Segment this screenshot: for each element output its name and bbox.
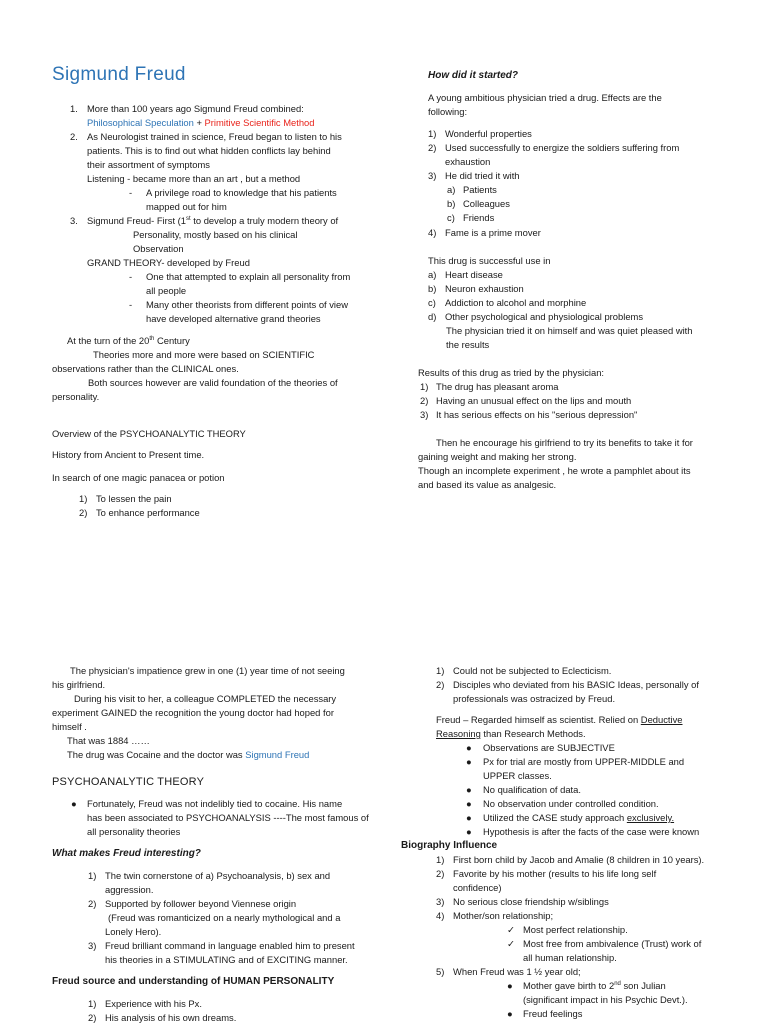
bullet-dot: ●	[507, 1008, 513, 1019]
bullet-text: No observation under controlled condition.	[483, 798, 659, 809]
list-number: 1)	[436, 854, 445, 865]
list-item-text: More than 100 years ago Sigmund Freud combined:	[87, 103, 304, 114]
text-part: than Research Methods.	[480, 728, 586, 739]
dash-bullet: -	[129, 271, 133, 282]
dash-item-text: all people	[146, 285, 187, 296]
paragraph-text: During his visit to her, a colleague COMPLETED the necessary	[74, 693, 337, 704]
list-item-text: The twin cornerstone of a) Psychoanalysis, b) sex and	[105, 870, 331, 881]
list-number: 2)	[420, 395, 429, 406]
list-item-text: The drug has pleasant aroma	[436, 381, 559, 392]
underlined-text: exclusively.	[626, 812, 675, 823]
list-item-text: Personality, mostly based on his clinical	[133, 229, 298, 240]
checkmark-icon: ✓	[507, 924, 515, 935]
list-number: 1.	[70, 103, 78, 114]
list-number: 3)	[88, 940, 97, 951]
bullet-text: UPPER classes.	[483, 770, 552, 781]
list-number: 2)	[88, 1012, 97, 1023]
sub-letter: a)	[428, 269, 437, 280]
listening-text: Listening - became more than an art , but a method	[87, 173, 301, 184]
text-part: to develop a truly modern theory of	[190, 215, 339, 226]
list-item-text: Lonely Hero).	[105, 926, 162, 937]
paragraph-text: Theories more and more were based on SCIENTIFIC	[93, 349, 315, 360]
bullet-text: Px for trial are mostly from UPPER-MIDDLE and	[483, 756, 685, 767]
list-item-text: aggression.	[105, 884, 154, 895]
section-heading: How did it started?	[428, 70, 518, 81]
list-item-text: First born child by Jacob and Amalie (8 children in 10 years).	[453, 854, 705, 865]
check-item-text: Most free from ambivalence (Trust) work of	[523, 938, 702, 949]
sub-letter: c)	[447, 212, 455, 223]
dash-item-text: A privilege road to knowledge that his patients	[146, 187, 337, 198]
list-number: 1)	[88, 870, 97, 881]
plus-sign: +	[193, 117, 205, 128]
list-number: 3)	[428, 170, 437, 181]
bullet-text: (significant impact in his Psychic Devt.).	[523, 994, 688, 1005]
list-item-text: Mother/son relationship;	[453, 910, 554, 921]
list-number: 1)	[79, 493, 88, 504]
dash-item-text: have developed alternative grand theories	[146, 313, 321, 324]
checkmark-icon: ✓	[507, 938, 515, 949]
list-item-text: He did tried it with	[445, 170, 520, 181]
combination-line	[87, 116, 314, 130]
list-item-text: It has serious effects on his "serious depression"	[436, 409, 638, 420]
history-text: History from Ancient to Present time.	[52, 449, 205, 460]
list-number: 2)	[88, 898, 97, 909]
list-item-text: When Freud was 1 ½ year old;	[453, 966, 581, 977]
paragraph-text: following:	[428, 106, 468, 117]
paragraph-text: himself .	[52, 721, 87, 732]
philosophical-speculation: Philosophical Speculation	[87, 117, 194, 128]
list-item-text: exhaustion	[445, 156, 491, 167]
freud-name: Sigmund Freud	[245, 749, 310, 760]
bullet-dot: ●	[466, 798, 472, 809]
list-item-text: (Freud was romanticized on a nearly mythological and a	[108, 912, 341, 923]
list-item-text: Could not be subjected to Eclecticism.	[453, 665, 612, 676]
bullet-text: Freud feelings	[523, 1008, 583, 1019]
list-item-text: Supported by follower beyond Viennese origin	[105, 898, 297, 909]
primitive-scientific-method: Primitive Scientific Method	[204, 117, 315, 128]
list-item-text: Heart disease	[445, 269, 503, 280]
superscript: th	[149, 335, 155, 342]
bullet-dot: ●	[466, 784, 472, 795]
list-item-text: their assortment of symptoms	[87, 159, 210, 170]
list-item-text: Observation	[133, 243, 184, 254]
list-item-text: Wonderful properties	[445, 128, 532, 139]
paragraph-text: and based its value as analgesic.	[418, 479, 557, 490]
list-item-text: Disciples who deviated from his BASIC Ideas, personally of	[453, 679, 699, 690]
paragraph-text: This drug is successful use in	[428, 255, 551, 266]
freud-scientist-line	[436, 727, 586, 741]
paragraph-text: The physician tried it on himself and was quiet pleased with	[446, 325, 693, 336]
list-number: 1)	[88, 998, 97, 1009]
list-number: 1)	[420, 381, 429, 392]
overview-text: Overview of the PSYCHOANALYTIC THEORY	[52, 428, 246, 439]
text-part: Mother gave birth to 2	[523, 980, 615, 991]
bullet-text: Observations are SUBJECTIVE	[483, 742, 615, 753]
paragraph-text: A young ambitious physician tried a drug. Effects are the	[428, 92, 662, 103]
bullet-text: has been associated to PSYCHOANALYSIS ----The most famous of	[87, 812, 369, 823]
list-number: 5)	[436, 966, 445, 977]
text-part: At the turn of the 20	[67, 335, 150, 346]
sub-letter: d)	[428, 311, 437, 322]
paragraph-text: personality.	[52, 391, 100, 402]
list-item-text: Favorite by his mother (results to his life long self	[453, 868, 657, 879]
bullet-dot: ●	[466, 742, 472, 753]
section-heading: PSYCHOANALYTIC THEORY	[52, 776, 205, 788]
bullet-text: No qualification of data.	[483, 784, 581, 795]
list-item-text: Used successfully to energize the soldiers suffering from	[445, 142, 680, 153]
list-number: 2)	[436, 679, 445, 690]
list-item-text	[87, 214, 338, 228]
list-item-text: Freud brilliant command in language enabled him to present	[105, 940, 355, 951]
bullet-text	[523, 979, 666, 993]
sub-item-text: Colleagues	[463, 198, 510, 209]
list-number: 3)	[420, 409, 429, 420]
list-item-text: To lessen the pain	[96, 493, 172, 504]
list-item-text: His analysis of his own dreams.	[105, 1012, 237, 1023]
grand-theory-text: GRAND THEORY- developed by Freud	[87, 257, 250, 268]
check-item-text: Most perfect relationship.	[523, 924, 628, 935]
sub-letter: b)	[428, 283, 437, 294]
list-number: 4)	[436, 910, 445, 921]
bullet-text: Hypothesis is after the facts of the case were known	[483, 826, 700, 837]
bullet-dot: ●	[507, 980, 513, 991]
list-number: 2)	[436, 868, 445, 879]
list-item-text: To enhance performance	[96, 507, 200, 518]
dash-bullet: -	[129, 187, 133, 198]
bullet-text	[483, 811, 674, 825]
sub-letter: a)	[447, 184, 456, 195]
list-item-text: Other psychological and physiological problems	[445, 311, 644, 322]
year-text: That was 1884 ……	[67, 735, 150, 746]
search-text: In search of one magic panacea or potion	[52, 472, 225, 483]
list-item-text: Having an unusual effect on the lips and mouth	[436, 395, 632, 406]
bullet-dot: ●	[71, 798, 77, 809]
paragraph-text: Then he encourage his girlfriend to try its benefits to take it for	[436, 437, 693, 448]
paragraph-text: his girlfriend.	[52, 679, 106, 690]
list-number: 1)	[428, 128, 437, 139]
check-item-text: all human relationship.	[523, 952, 617, 963]
list-item-text: professionals was ostracized by Freud.	[453, 693, 616, 704]
bullet-dot: ●	[466, 756, 472, 767]
text-part: Sigmund Freud- First (1	[87, 215, 186, 226]
sub-letter: b)	[447, 198, 456, 209]
list-number: 2.	[70, 131, 78, 142]
bullet-text: all personality theories	[87, 826, 181, 837]
page-2	[0, 512, 768, 1024]
list-item-text: his theories in a STIMULATING and of EXCITING manner.	[105, 954, 348, 965]
doc-title: Sigmund Freud	[52, 64, 186, 85]
list-number: 4)	[428, 227, 437, 238]
list-item-text: Experience with his Px.	[105, 998, 202, 1009]
paragraph-text: Both sources however are valid foundation of the theories of	[88, 377, 338, 388]
list-item-text: confidence)	[453, 882, 502, 893]
text-part: son Julian	[620, 980, 666, 991]
paragraph-text: Though an incomplete experiment , he wrote a pamphlet about its	[418, 465, 691, 476]
bullet-dot: ●	[466, 812, 472, 823]
list-number: 1)	[436, 665, 445, 676]
section-heading: What makes Freud interesting?	[52, 848, 201, 859]
underlined-text: Reasoning	[436, 728, 481, 739]
text-part: Utilized the CASE study approach	[483, 812, 627, 823]
text-part: Freud – Regarded himself as scientist. Relied on	[436, 714, 641, 725]
turn-of-century	[67, 334, 190, 348]
drug-sentence	[67, 748, 309, 762]
bullet-dot: ●	[466, 826, 472, 837]
paragraph-text: observations rather than the CLINICAL ones.	[52, 363, 239, 374]
paragraph-text: The physician's impatience grew in one (1) year time of not seeing	[70, 665, 345, 676]
list-item-text: Neuron exhaustion	[445, 283, 524, 294]
sub-item-text: Friends	[463, 212, 495, 223]
list-item-text: patients. This is to find out what hidden conflicts lay behind	[87, 145, 331, 156]
underlined-text: Deductive	[640, 714, 683, 725]
list-number: 3.	[70, 215, 78, 226]
bullet-text: Fortunately, Freud was not indelibly tied to cocaine. His name	[87, 798, 343, 809]
text-part: Century	[154, 335, 190, 346]
section-heading: Biography Influence	[401, 840, 498, 851]
dash-item-text: Many other theorists from different points of view	[146, 299, 349, 310]
list-number: 2)	[79, 507, 88, 518]
section-heading: Freud source and understanding of HUMAN PERSONALITY	[52, 976, 335, 987]
list-item-text: No serious close friendship w/siblings	[453, 896, 609, 907]
dash-item-text: mapped out for him	[146, 201, 227, 212]
list-number: 3)	[436, 896, 445, 907]
dash-item-text: One that attempted to explain all personality from	[146, 271, 351, 282]
text-part: The drug was Cocaine and the doctor was	[67, 749, 246, 760]
paragraph-text: experiment GAINED the recognition the young doctor had hoped for	[52, 707, 334, 718]
list-number: 2)	[428, 142, 437, 153]
list-item-text: As Neurologist trained in science, Freud began to listen to his	[87, 131, 342, 142]
sub-item-text: Patients	[463, 184, 497, 195]
dash-bullet: -	[129, 299, 133, 310]
sub-letter: c)	[428, 297, 436, 308]
superscript: nd	[614, 980, 621, 987]
list-item-text: Fame is a prime mover	[445, 227, 541, 238]
paragraph-text: gaining weight and making her strong.	[418, 451, 577, 462]
paragraph-text: the results	[446, 339, 490, 350]
list-item-text: Addiction to alcohol and morphine	[445, 297, 587, 308]
paragraph-text: Results of this drug as tried by the physician:	[418, 367, 605, 378]
superscript: st	[186, 215, 191, 222]
freud-scientist-line	[436, 713, 683, 727]
